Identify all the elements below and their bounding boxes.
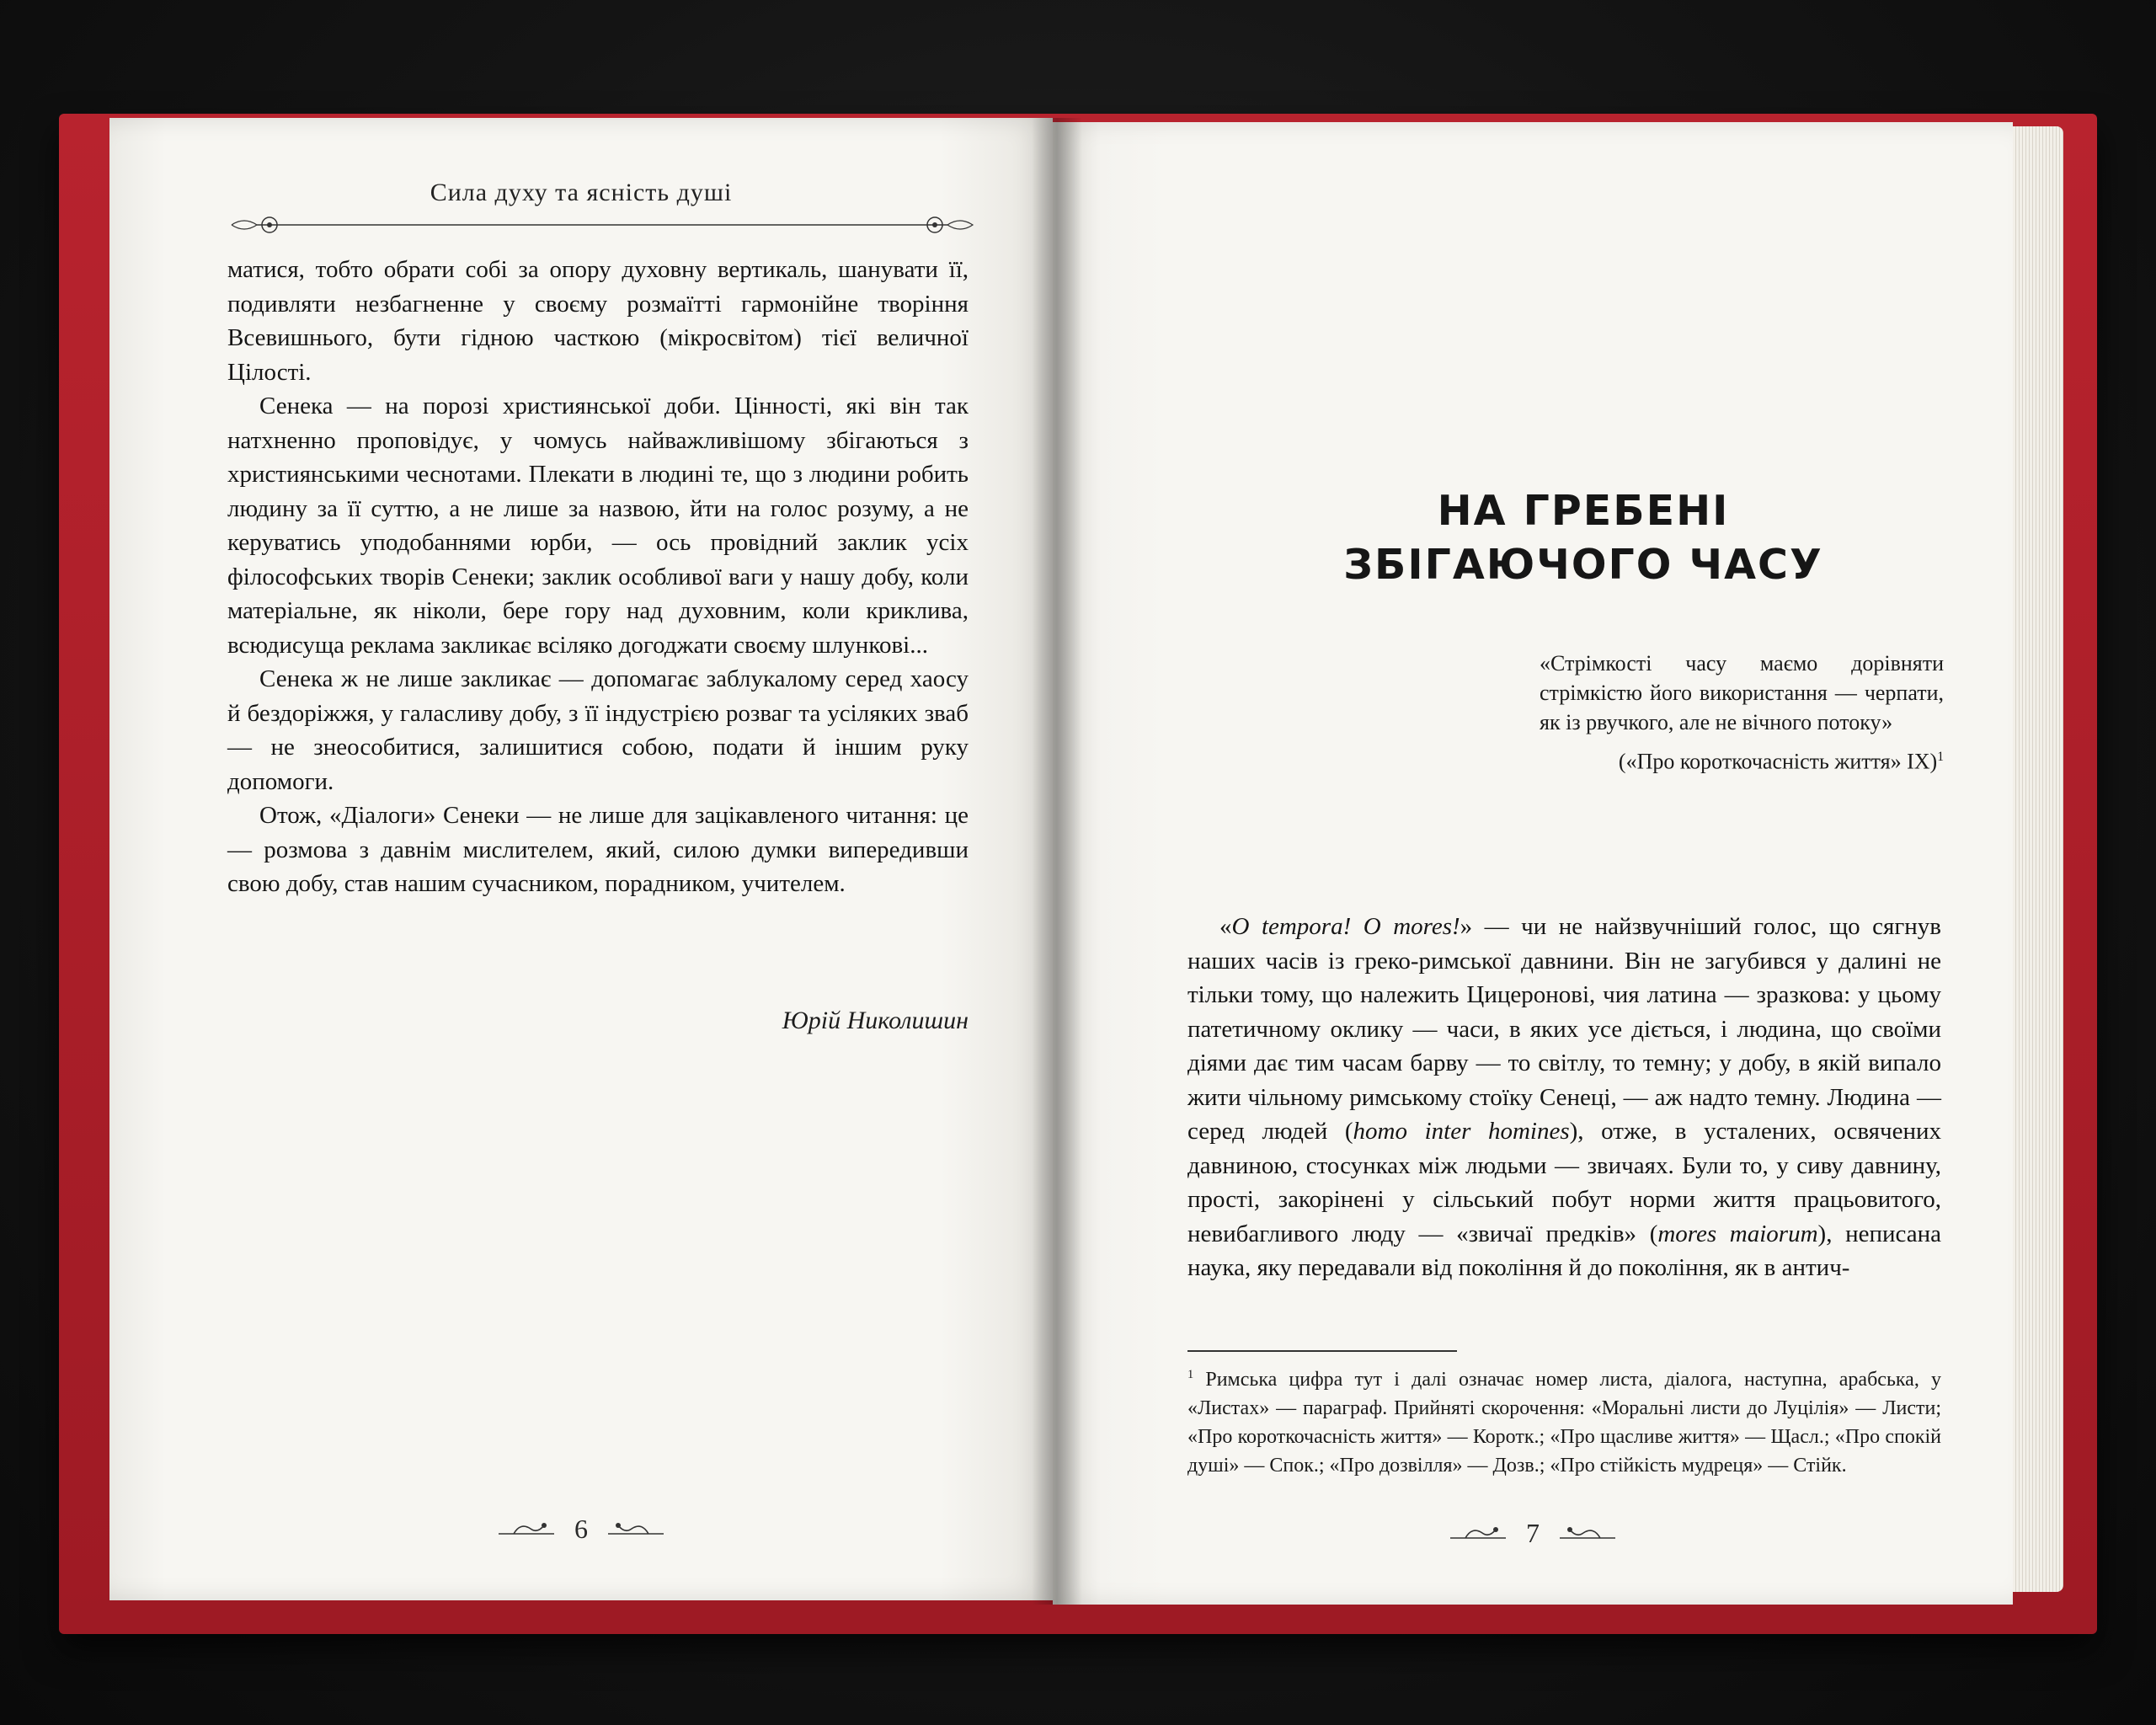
latin-phrase: mores maiorum bbox=[1657, 1220, 1818, 1247]
epigraph-source: («Про короткочасність життя» IX)$^1$ bbox=[1618, 749, 1944, 774]
paragraph: Сенека — на порозі християнської доби. Цінності, які він так натхненно проповідує, у чомусь найважливішому збігаються з християнськими чеснотами. Плекати в людині те, що з людини робить людину за її суттю, а не лише за назвою, йти на голос розуму, а не керуватись уподобаннями юрби, — ось провідний заклик усіх філософських творів Сенеки; заклик особливої ваги у нашу добу, коли матеріальне, як ніколи, бере гору над духовним, коли криклива, всюдисуща реклама закликає всіляко догоджати своєму шлункові... bbox=[227, 393, 969, 659]
ornament-rule bbox=[223, 212, 981, 238]
ornament-right-icon bbox=[1558, 1523, 1617, 1543]
left-page bbox=[109, 118, 1053, 1600]
heading-line-1: НА ГРЕБЕНІ bbox=[1437, 487, 1730, 535]
paragraph: Отож, «Діалоги» Сенеки — не лише для зацікавленого читання: це — розмова з давнім мислителем, який, силою думки випередивши свою добу, став нашим сучасником, порадником, учителем. bbox=[227, 802, 969, 897]
folio-number: 6 bbox=[574, 1513, 588, 1544]
paragraph: «O tempora! O mores!» — чи не найзвучніший голос, що сягнув наших часів із греко-римської давнини. Він не загубився у далині не тільки тому, що належить Цицеронові, чия латина — зразкова: у цьому патетичному оклику — часи, в яких усе діється, і людина, що своїми діями дає тим часам барву — то світлу, то темну; у добу, в якій випало жити чільному римському стоїку Сенеці, — аж надто темну. Людина — серед людей (homo inter homines), отже, в усталених, освячених давниною, стосунках між людьми — звичаях. Були то, у сиву давнину, прості, закорінені у сільський побут норми життя працьовитого, невибагливого люду — «звичаї предків» (mores maiorum), неписана наука, яку передавали від покоління й до покоління, як в антич- bbox=[1187, 913, 1942, 1281]
left-body-text bbox=[227, 253, 969, 901]
latin-phrase: O tempora! O mores! bbox=[1231, 913, 1460, 940]
epigraph-text: «Стрімкості часу маємо дорівняти стрімкістю його використання — черпати, як із рвучкого, але не вічного потоку» bbox=[1540, 651, 1944, 734]
ornament-left-icon bbox=[1449, 1523, 1508, 1543]
heading-line-2: ЗБІГАЮЧОГО ЧАСУ bbox=[1343, 541, 1823, 589]
chapter-heading bbox=[1221, 484, 1945, 592]
latin-phrase: homo inter homines bbox=[1353, 1118, 1570, 1145]
right-page bbox=[1053, 122, 2013, 1605]
paragraph: Сенека ж не лише закликає — допомагає заблукалому серед хаосу й бездоріжжя, у галасливу добу, з її індустрією розваг та усіляких зваб — не знеособитися, залишитися собою, подати й іншим руку допомоги. bbox=[227, 665, 969, 795]
author-signature: Юрій Николишин bbox=[782, 1007, 969, 1034]
footnote-ref: 1 bbox=[1937, 750, 1944, 764]
page-number-right bbox=[1053, 1516, 2013, 1550]
ornament-left-icon bbox=[497, 1519, 556, 1539]
spine-shadow bbox=[1032, 118, 1082, 1605]
footnote: $^1$ Римська цифра тут і далі означає номер листа, діалога, наступна, арабська, у «Листах» — параграф. Прийняті скорочення: «Моральні листи до Луцілія» — Листи; «Про короткочасність життя» — Коротк.; «Про щасливе життя» — Щасл.; «Про спокій душі» — Спок.; «Про дозвілля» — Дозв.; «Про стійкість мудреця» — Стійк. bbox=[1187, 1368, 1941, 1477]
paragraph: матися, тобто обрати собі за опору духовну вертикаль, шанувати її, подивляти незбагненне у своєму розмаїтті гармонійне творіння Всевишнього, бути гідною часткою (мікросвітом) тієї величної Цілості. bbox=[227, 256, 969, 386]
ornament-right-icon bbox=[606, 1519, 665, 1539]
folio-number: 7 bbox=[1526, 1517, 1540, 1548]
epigraph bbox=[1540, 649, 1944, 777]
right-body-text bbox=[1187, 910, 1941, 1285]
footnote-rule bbox=[1187, 1350, 1457, 1352]
running-head: Сила духу та ясність душі bbox=[430, 179, 733, 206]
page-number-left bbox=[109, 1512, 1053, 1546]
